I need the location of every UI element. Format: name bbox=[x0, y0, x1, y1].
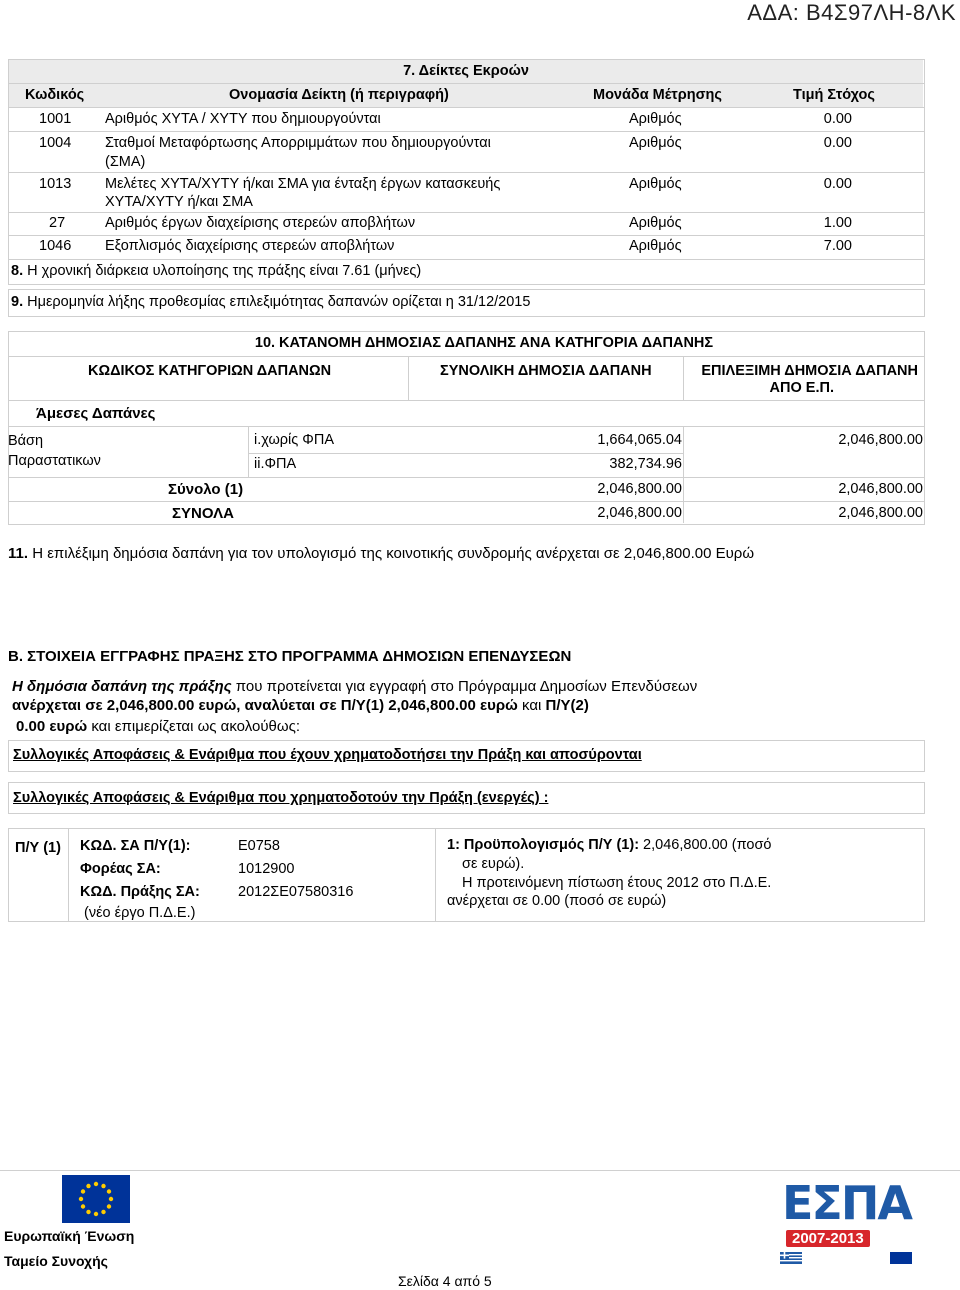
row-name-cont: ΧΥΤΑ/ΧΥΤΥ ή/και ΣΜΑ bbox=[105, 194, 253, 210]
eu-star-icon bbox=[107, 1204, 111, 1208]
active-box bbox=[8, 782, 925, 814]
section11-num: 11. bbox=[8, 545, 29, 562]
col-name: Ονομασία Δείκτη (ή περιγραφή) bbox=[229, 87, 449, 103]
page-number: Σελίδα 4 από 5 bbox=[398, 1273, 492, 1289]
subtotal-total: 2,046,800.00 bbox=[597, 481, 682, 497]
section9-num: 9. bbox=[11, 294, 24, 310]
row-name: Αριθμός έργων διαχείρισης στερεών αποβλήτων bbox=[105, 215, 416, 231]
row-unit: Αριθμός bbox=[629, 238, 682, 254]
col-eligible-line2: ΑΠΟ Ε.Π. bbox=[769, 380, 834, 396]
section10-title: 10. ΚΑΤΑΝΟΜΗ ΔΗΜΟΣΙΑΣ ΔΑΠΑΝΗΣ ΑΝΑ ΚΑΤΗΓΟΡΙΑ ΔΑΠΑΝΗΣ bbox=[254, 335, 714, 351]
basis-line1: Βάση bbox=[8, 433, 44, 449]
direct-expenses-label: Άμεσες Δαπάνες bbox=[36, 405, 156, 422]
row-code: 1001 bbox=[39, 111, 72, 127]
totals-eligible: 2,046,800.00 bbox=[838, 505, 923, 521]
basis-line2: Παραστατικων bbox=[8, 453, 101, 469]
espa-text: ΕΣΠΑ bbox=[782, 1176, 911, 1230]
withdrawn-box bbox=[8, 740, 925, 772]
kod-sa-value: E0758 bbox=[238, 838, 280, 854]
sectionB-p3 bbox=[16, 718, 300, 735]
new-project-label: (νέο έργο Π.Δ.Ε.) bbox=[84, 905, 196, 921]
excl-vat-value: 1,664,065.04 bbox=[597, 432, 682, 448]
sectionB-p2-bold2: Π/Υ(2) bbox=[545, 697, 589, 714]
eu-line1: Ευρωπαϊκή Ένωση bbox=[4, 1228, 135, 1244]
row-target: 1.00 bbox=[823, 215, 852, 231]
kod-praxis-label: ΚΩΔ. Πράξης ΣΑ: bbox=[80, 884, 200, 900]
row-name-cont: (ΣΜΑ) bbox=[105, 154, 146, 170]
section8-box bbox=[8, 259, 925, 285]
eu-star-icon bbox=[86, 1184, 90, 1188]
indicators-header-row bbox=[9, 84, 923, 107]
greek-flag-icon bbox=[780, 1252, 802, 1264]
sectionB-p1-italic: Η δημόσια δαπάνη της πράξης bbox=[12, 678, 232, 695]
budget-unit: σε ευρώ). bbox=[462, 856, 525, 872]
eu-star-icon bbox=[81, 1189, 85, 1193]
section11 bbox=[8, 545, 754, 562]
col-category-code: ΚΩΔΙΚΟΣ ΚΑΤΗΓΟΡΙΩΝ ΔΑΠΑΝΩΝ bbox=[88, 363, 332, 379]
sectionB-p3-bold: 0.00 ευρώ bbox=[16, 718, 88, 735]
table-row bbox=[9, 236, 923, 258]
row-code: 1004 bbox=[39, 135, 72, 151]
sectionB-title: Β. ΣΤΟΙΧΕΙΑ ΕΓΓΡΑΦΗΣ ΠΡΑΞΗΣ ΣΤΟ ΠΡΟΓΡΑΜΜΑ ΔΗΜΟΣΙΩΝ ΕΠΕΝΔΥΣΕΩΝ bbox=[8, 648, 572, 665]
py-label: Π/Υ (1) bbox=[15, 840, 61, 856]
eu-star-icon bbox=[101, 1184, 105, 1188]
foreas-value: 1012900 bbox=[238, 861, 295, 877]
sectionB-p3-rest: και επιμερίζεται ως ακολούθως: bbox=[87, 718, 300, 735]
table-row bbox=[9, 108, 923, 131]
row-target: 0.00 bbox=[823, 135, 852, 151]
section8-num: 8. bbox=[11, 263, 24, 279]
eu-star-icon bbox=[101, 1210, 105, 1214]
budget-value: 2,046,800.00 (ποσό bbox=[639, 837, 772, 853]
row-name: Αριθμός ΧΥΤΑ / ΧΥΤΥ που δημιουργούνται bbox=[105, 111, 381, 127]
vat-value: 382,734.96 bbox=[609, 456, 682, 472]
row-name: Σταθμοί Μεταφόρτωσης Απορριμμάτων που δημιουργούνται bbox=[105, 135, 491, 151]
basis-eligible-value: 2,046,800.00 bbox=[838, 432, 923, 448]
vat-label: ii.ΦΠΑ bbox=[254, 456, 297, 472]
sectionB-p2 bbox=[12, 697, 589, 714]
eu-star-icon bbox=[79, 1197, 83, 1201]
eu-star-icon bbox=[94, 1212, 98, 1216]
row-code: 1013 bbox=[39, 176, 72, 192]
eu-line2: Ταμείο Συνοχής bbox=[4, 1253, 108, 1269]
row-code: 1046 bbox=[39, 238, 72, 254]
espa-years: 2007-2013 bbox=[786, 1230, 870, 1247]
withdrawn-heading: Συλλογικές Αποφάσεις & Ενάριθμα που έχουν χρηματοδοτήσει την Πράξη και αποσύρονται bbox=[13, 747, 642, 763]
col-target: Τιμή Στόχος bbox=[793, 87, 875, 103]
row-target: 7.00 bbox=[823, 238, 852, 254]
sectionB-p1 bbox=[12, 678, 697, 695]
col-code: Κωδικός bbox=[25, 87, 85, 103]
subtotal-label: Σύνολο (1) bbox=[168, 481, 244, 498]
basis-label bbox=[8, 431, 101, 471]
col-total-public: ΣΥΝΟΛΙΚΗ ΔΗΜΟΣΙΑ ΔΑΠΑΝΗ bbox=[440, 363, 652, 379]
section11-text: Η επιλέξιμη δημόσια δαπάνη για τον υπολογισμό της κοινοτικής συνδρομής ανέρχεται σε 2,046,800.00 Ευρώ bbox=[28, 545, 755, 562]
foreas-label: Φορέας ΣΑ: bbox=[80, 861, 161, 877]
kod-sa-label: ΚΩΔ. ΣΑ Π/Υ(1): bbox=[80, 838, 191, 854]
budget-line bbox=[447, 837, 771, 853]
row-unit: Αριθμός bbox=[629, 135, 682, 151]
eu-small-flag-icon bbox=[890, 1252, 912, 1264]
credit-line1: Η προτεινόμενη πίστωση έτους 2012 στο Π.Δ.Ε. bbox=[462, 875, 772, 891]
totals-total: 2,046,800.00 bbox=[597, 505, 682, 521]
col-eligible-public bbox=[684, 363, 918, 397]
table-row bbox=[9, 132, 923, 172]
eu-flag-icon bbox=[62, 1175, 130, 1223]
section9-box bbox=[8, 289, 925, 317]
col-eligible-line1: ΕΠΙΛΕΞΙΜΗ ΔΗΜΟΣΙΑ ΔΑΠΑΝΗ bbox=[701, 363, 918, 379]
row-target: 0.00 bbox=[823, 176, 852, 192]
eu-star-icon bbox=[107, 1189, 111, 1193]
sectionB-p1-rest: που προτείνεται για εγγραφή στο Πρόγραμμα Δημοσίων Επενδύσεων bbox=[231, 678, 698, 695]
kod-praxis-value: 2012ΣΕ07580316 bbox=[238, 884, 354, 900]
espa-logo bbox=[780, 1176, 920, 1262]
eu-star-icon bbox=[109, 1197, 113, 1201]
credit-line2: ανέρχεται σε 0.00 (ποσό σε ευρώ) bbox=[447, 893, 667, 909]
ada-code: ΑΔΑ: Β4Σ97ΛΗ-8ΛΚ bbox=[747, 0, 956, 25]
excl-vat-label: i.χωρίς ΦΠΑ bbox=[254, 432, 334, 448]
eu-star-icon bbox=[81, 1204, 85, 1208]
active-heading: Συλλογικές Αποφάσεις & Ενάριθμα που χρηματοδοτούν την Πράξη (ενεργές) : bbox=[13, 790, 549, 806]
section7-title: 7. Δείκτες Εκροών bbox=[9, 60, 923, 83]
section8-text: Η χρονική διάρκεια υλοποίησης της πράξης είναι 7.61 (μήνες) bbox=[23, 263, 422, 279]
budget-label: 1: Προϋπολογισμός Π/Υ (1): bbox=[447, 837, 640, 853]
table-row bbox=[9, 173, 923, 212]
sectionB-p2-bold: ανέρχεται σε 2,046,800.00 ευρώ, αναλύεται σε Π/Υ(1) 2,046,800.00 ευρώ bbox=[12, 697, 518, 714]
col-unit: Μονάδα Μέτρησης bbox=[593, 87, 722, 103]
table-row bbox=[9, 213, 923, 235]
row-target: 0.00 bbox=[823, 111, 852, 127]
row-code: 27 bbox=[49, 215, 66, 231]
row-name: Μελέτες ΧΥΤΑ/ΧΥΤΥ ή/και ΣΜΑ για ένταξη έργων κατασκευής bbox=[105, 176, 501, 192]
row-unit: Αριθμός bbox=[629, 215, 682, 231]
row-name: Εξοπλισμός διαχείρισης στερεών αποβλήτων bbox=[105, 238, 395, 254]
eu-star-icon bbox=[94, 1182, 98, 1186]
section9-text: Ημερομηνία λήξης προθεσμίας επιλεξιμότητας δαπανών ορίζεται η 31/12/2015 bbox=[23, 294, 531, 310]
eu-star-icon bbox=[86, 1210, 90, 1214]
row-unit: Αριθμός bbox=[629, 111, 682, 127]
sectionB-p2-and: και bbox=[517, 697, 546, 714]
totals-label: ΣΥΝΟΛΑ bbox=[172, 505, 234, 522]
subtotal-eligible: 2,046,800.00 bbox=[838, 481, 923, 497]
row-unit: Αριθμός bbox=[629, 176, 682, 192]
